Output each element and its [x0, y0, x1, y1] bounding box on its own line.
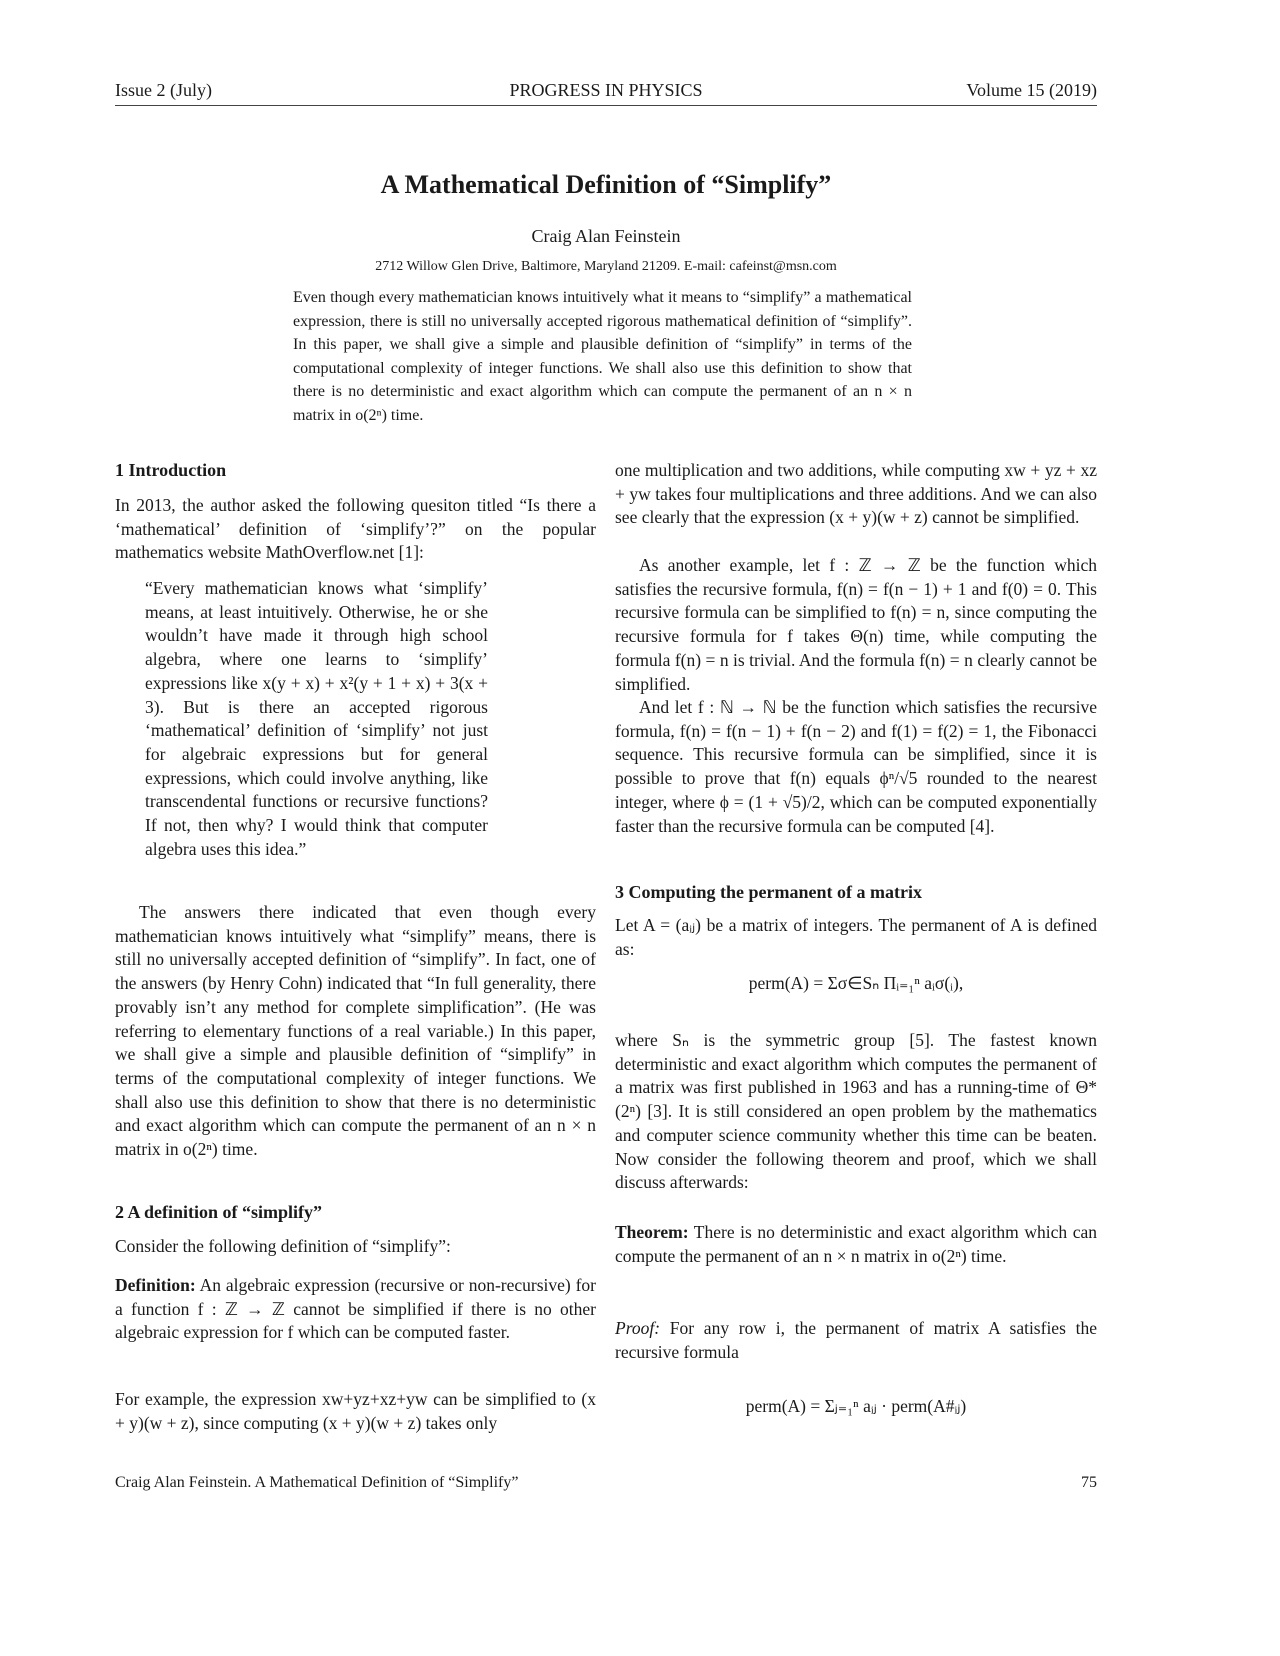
- footer-citation: Craig Alan Feinstein. A Mathematical Definition of “Simplify”: [115, 1474, 519, 1491]
- section-heading-1: 1 Introduction: [115, 460, 227, 480]
- section2-intro: Consider the following definition of “simplify”:: [115, 1236, 451, 1256]
- definition-text: An algebraic expression (recursive or non-recursive) for a function f : ℤ → ℤ cannot be simplified if there is no other algebraic expression for f which can be computed faster.: [115, 1275, 596, 1343]
- theorem: [615, 1221, 1097, 1268]
- theorem-label: Theorem:: [615, 1222, 689, 1242]
- page-number: 75: [1081, 1474, 1097, 1491]
- section-heading-3: 3 Computing the permanent of a matrix: [615, 882, 922, 902]
- example-paragraph: For example, the expression xw+yz+xz+yw can be simplified to (x + y)(w + z), since computing (x + y)(w + z) takes only: [115, 1389, 596, 1433]
- section-heading-2: 2 A definition of “simplify”: [115, 1202, 323, 1222]
- recursive-permanent-equation: perm(A) = Σⱼ₌₁ⁿ aᵢⱼ · perm(A#ᵢⱼ): [745, 1396, 967, 1416]
- proof: [615, 1317, 1097, 1364]
- recursive-example: As another example, let f : ℤ → ℤ be the function which satisfies the recursive formula, f(n) = f(n − 1) + 1 and f(0) = 0. This recursive formula can be simplified to f(n) = n, since computing the recursive formula for f takes Θ(n) time, while computing the formula f(n) = n is trivial. And the formula f(n) = n clearly cannot be simplified.: [615, 555, 1097, 694]
- definition-label: Definition:: [115, 1275, 196, 1295]
- definition: [115, 1274, 596, 1345]
- address: 2712 Willow Glen Drive, Baltimore, Maryland 21209. E-mail: cafeinst@msn.com: [375, 259, 837, 274]
- header-issue: Issue 2 (July): [115, 80, 212, 100]
- intro-paragraph: In 2013, the author asked the following quesiton titled “Is there a ‘mathematical’ definition of ‘simplify’?” on the popular mathematics website MathOverflow.net [1]:: [115, 495, 596, 563]
- header-journal: PROGRESS IN PHYSICS: [509, 80, 703, 100]
- proof-text: For any row i, the permanent of matrix A satisfies the recursive formula: [615, 1318, 1097, 1362]
- quote-block: “Every mathematician knows what ‘simplify’ means, at least intuitively. Otherwise, he or she wouldn’t have made it through high school algebra, where one learns to ‘simplify’ expressions like x(y + x) + x²(y + 1 + x) + 3(x + 3). But is there an accepted rigorous ‘mathematical’ definition of ‘simplify’ not just for algebraic expressions but for general expressions, which could involve anything, like transcendental functions or recursive functions? If not, then why? I would think that computer algebra uses this idea.”: [145, 578, 488, 859]
- abstract: Even though every mathematician knows intuitively what it means to “simplify” a mathematical expression, there is still no universally accepted rigorous mathematical definition of “simplify”. In this paper, we shall give a simple and plausible definition of “simplify” in terms of the computational complexity of integer functions. We shall also use this definition to show that there is no deterministic and exact algorithm which can compute the permanent of an n × n matrix in o(2ⁿ) time.: [293, 289, 912, 424]
- theorem-text: There is no deterministic and exact algorithm which can compute the permanent of an n × n matrix in o(2ⁿ) time.: [615, 1222, 1097, 1266]
- permanent-equation: perm(A) = Σσ∈Sₙ Πᵢ₌₁ⁿ aᵢσ(ᵢ),: [748, 973, 964, 993]
- header-volume: Volume 15 (2019): [966, 80, 1097, 100]
- author: Craig Alan Feinstein: [531, 226, 681, 246]
- paper-title: A Mathematical Definition of “Simplify”: [380, 170, 832, 199]
- example-continued: one multiplication and two additions, while computing xw + yz + xz + yw takes four multiplications and three additions. And we can also see clearly that the expression (x + y)(w + z) cannot be simplified.: [615, 460, 1097, 528]
- header-rule: [115, 105, 1097, 106]
- permanent-discussion: where Sₙ is the symmetric group [5]. The fastest known deterministic and exact algorithm which computes the permanent of a matrix was first published in 1963 and has a running-time of Θ*(2ⁿ) [3]. It is still considered an open problem by the mathematics and computer science community whether this time can be beaten. Now consider the following theorem and proof, which we shall discuss afterwards:: [615, 1030, 1097, 1193]
- proof-label: Proof:: [615, 1318, 661, 1338]
- fibonacci-example: And let f : ℕ → ℕ be the function which satisfies the recursive formula, f(n) = f(n − 1) + f(n − 2) and f(1) = f(2) = 1, the Fibonacci sequence. This recursive formula can be simplified, since it is possible to prove that f(n) equals ϕⁿ/√5 rounded to the nearest integer, where ϕ = (1 + √5)/2, which can be computed exponentially faster than the recursive formula can be computed [4].: [615, 697, 1097, 836]
- intro-paragraph-2: The answers there indicated that even though every mathematician knows intuitively what “simplify” means, there is still no universally accepted definition of “simplify”. In fact, one of the answers (by Henry Cohn) indicated that “In full generality, there provably isn’t any method for complete simplification”. (He was referring to elementary functions of a real variable.) In this paper, we shall give a simple and plausible definition of “simplify” in terms of the computational complexity of integer functions. We shall also use this definition to show that there is no deterministic and exact algorithm which can compute the permanent of an n × n matrix in o(2ⁿ) time.: [115, 902, 596, 1160]
- permanent-intro: Let A = (aᵢⱼ) be a matrix of integers. The permanent of A is defined as:: [615, 915, 1097, 959]
